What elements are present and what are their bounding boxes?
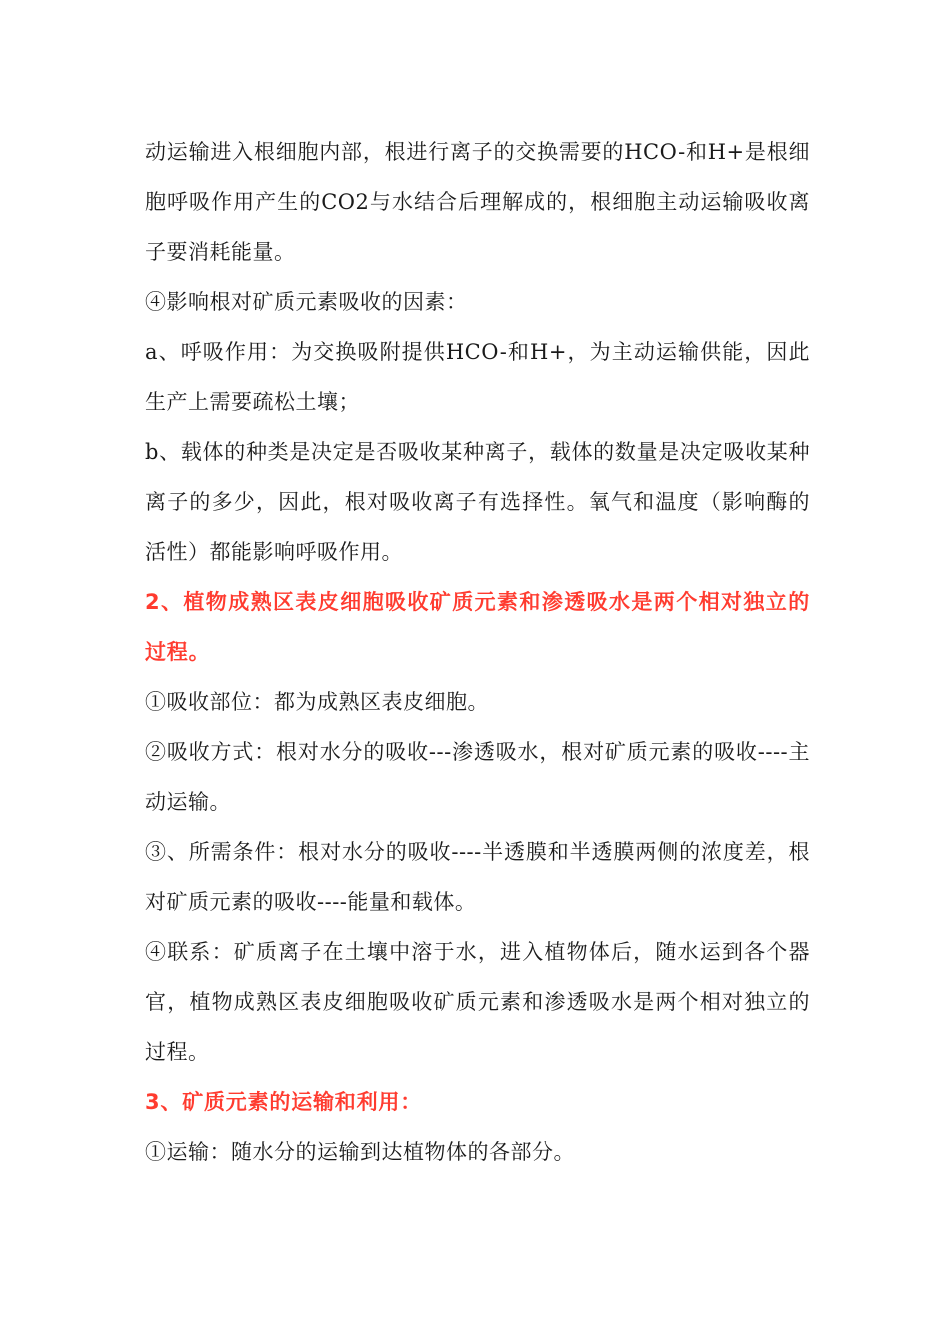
paragraph-respiration: a、呼吸作用：为交换吸附提供HCO-和H+，为主动运输供能，因此生产上需要疏松土壤； <box>145 340 810 414</box>
paragraph-factors-title: ④影响根对矿质元素吸收的因素： <box>145 290 468 314</box>
paragraph-conditions: ③、所需条件：根对水分的吸收----半透膜和半透膜两侧的浓度差，根对矿质元素的吸收----能量和载体。 <box>145 840 810 914</box>
paragraph-absorption-site: ①吸收部位：都为成熟区表皮细胞。 <box>145 690 489 714</box>
paragraph-absorption-method: ②吸收方式：根对水分的吸收---渗透吸水，根对矿质元素的吸收----主动运输。 <box>145 740 810 814</box>
paragraph-carrier: b、载体的种类是决定是否吸收某种离子，载体的数量是决定吸收某种离子的多少，因此，根对吸收离子有选择性。氧气和温度（影响酶的活性）都能影响呼吸作用。 <box>145 440 810 564</box>
paragraph-connection: ④联系：矿质离子在土壤中溶于水，进入植物体后，随水运到各个器官，植物成熟区表皮细胞吸收矿质元素和渗透吸水是两个相对独立的过程。 <box>145 940 810 1064</box>
paragraph-transport: ①运输：随水分的运输到达植物体的各部分。 <box>145 1140 575 1164</box>
section-heading-3: 3、矿质元素的运输和利用： <box>145 1090 423 1114</box>
document-page <box>145 127 810 1177</box>
paragraph-active-transport: 动运输进入根细胞内部，根进行离子的交换需要的HCO-和H+是根细胞呼吸作用产生的CO2与水结合后理解成的，根细胞主动运输吸收离子要消耗能量。 <box>145 140 810 264</box>
section-heading-2: 2、植物成熟区表皮细胞吸收矿质元素和渗透吸水是两个相对独立的过程。 <box>145 590 810 664</box>
